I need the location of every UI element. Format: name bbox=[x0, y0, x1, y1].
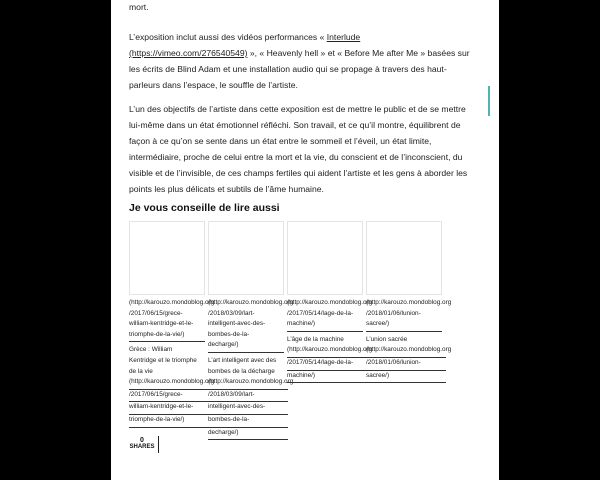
share-label: SHARES bbox=[129, 444, 155, 450]
related-title-link[interactable]: Grèce : William Kentridge et le triomphe de la vie (http://karouzo.mondoblog.org /2017/06/15/grece- william-kentridge-et-le- triomphe-de-la-vie/) bbox=[129, 345, 209, 427]
related-title-link[interactable]: L’art intelligent avec des bombes de la décharge (http://karouzo.mondoblog.org /2018/03/09/lart- intelligent-avec-des- bombes-de-la- decharge/) bbox=[208, 356, 288, 440]
page-right-edge bbox=[489, 0, 499, 480]
paragraph-exhibition bbox=[129, 29, 475, 93]
related-thumbnail[interactable] bbox=[366, 221, 442, 295]
related-thumbnail[interactable] bbox=[129, 221, 205, 295]
related-card[interactable] bbox=[287, 221, 373, 383]
scroll-indicator[interactable] bbox=[488, 86, 490, 116]
related-url-link[interactable]: (http://karouzo.mondoblog.org /2017/05/14/lage-de-la- machine/) bbox=[287, 298, 363, 332]
related-title-link[interactable]: L’âge de la machine (http://karouzo.mondoblog.org /2017/05/14/lage-de-la- machine/) bbox=[287, 335, 367, 383]
related-card[interactable] bbox=[129, 221, 215, 428]
related-title-link[interactable]: L’union sacrée (http://karouzo.mondoblog.org /2018/01/06/lunion- sacree/) bbox=[366, 335, 446, 383]
related-url-link[interactable]: (http://karouzo.mondoblog.org /2018/01/06/lunion- sacree/) bbox=[366, 298, 442, 332]
paragraph-tail: mort. bbox=[129, 2, 149, 12]
related-posts bbox=[129, 221, 475, 436]
related-thumbnail[interactable] bbox=[287, 221, 363, 295]
related-thumbnail[interactable] bbox=[208, 221, 284, 295]
share-count: 0 bbox=[140, 437, 144, 444]
related-card[interactable] bbox=[208, 221, 294, 440]
paragraph-text-before: L’exposition inclut aussi des vidéos performances « bbox=[129, 32, 327, 42]
share-counter[interactable] bbox=[127, 437, 157, 451]
article-page bbox=[111, 0, 489, 480]
related-heading: Je vous conseille de lire aussi bbox=[129, 202, 280, 214]
related-url-link[interactable]: (http://karouzo.mondoblog.org /2018/03/09/lart- intelligent-avec-des- bombes-de-la- decharge/) bbox=[208, 298, 284, 353]
related-card[interactable] bbox=[366, 221, 452, 383]
paragraph-objectives: L’un des objectifs de l’artiste dans cette exposition est de mettre le public et de se mettre lui-même dans un état émotionnel réfléchi. Son travail, et ce qu’il montre, équilibrent de façon à ce qu’on se sente dans un état entre le sommeil et l’éveil, un état limite, intermédiaire, proche de celui entre la mort et la vie, du conscient et de l’inconscient, du visible et de l’invisible, de ces champs fertiles qui aident l’artiste et les gens à aborder les points les plus délicats et subtils de l’âme humaine. bbox=[129, 104, 468, 194]
paragraph-text-after: », « Heavenly hell » et « Before Me after Me » basées sur les écrits de Blind Adam et une installation audio qui se propage à travers des haut-parleurs dans l’espace, le souffle de l’artiste. bbox=[129, 48, 470, 90]
share-divider bbox=[158, 436, 159, 453]
interlude-link[interactable]: Interlude (https://vimeo.com/276540549) bbox=[129, 32, 361, 58]
related-url-link[interactable]: (http://karouzo.mondoblog.org /2017/06/15/grece- william-kentridge-et-le- triomphe-de-la-vie/) bbox=[129, 298, 205, 342]
